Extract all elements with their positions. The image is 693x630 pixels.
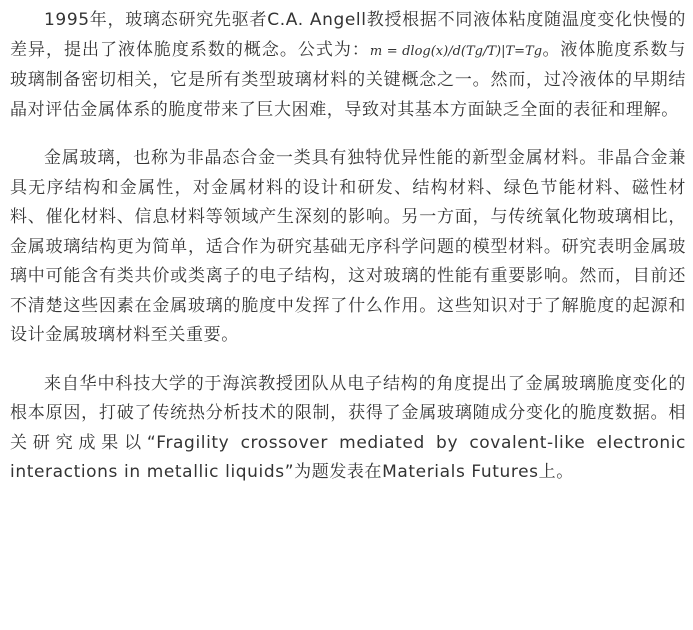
paragraph-fragility-concept <box>10 6 686 125</box>
paragraph-intro-text: 1995年，玻璃态研究先驱者C.A. Angell教授根据不同液体粘度随温度变化快慢的差异，提出了液体脆度系数的概念。公式为： <box>10 10 686 60</box>
article-body <box>10 6 686 488</box>
fragility-formula: m = dlog(x)/d(Tg/T)|T=Tg <box>369 43 543 59</box>
paragraph-rest-text: 。液体脆度系数与玻璃制备密切相关，它是所有类型玻璃材料的关键概念之一。然而，过冷液体的早期结晶对评估金属体系的脆度带来了巨大困难，导致对其基本方面缺乏全面的表征和理解。 <box>10 39 686 120</box>
paragraph-metallic-glass: 金属玻璃，也称为非晶态合金一类具有独特优异性能的新型金属材料。非晶合金兼具无序结构和金属性，对金属材料的设计和研发、结构材料、绿色节能材料、磁性材料、催化材料、信息材料等领域产生深刻的影响。另一方面，与传统氧化物玻璃相比，金属玻璃结构更为简单，适合作为研究基础无序科学问题的模型材料。研究表明金属玻璃中可能含有类共价或类离子的电子结构，这对玻璃的性能有重要影响。然而，目前还不清楚这些因素在金属玻璃的脆度中发挥了什么作用。这些知识对于了解脆度的起源和设计金属玻璃材料至关重要。 <box>10 148 686 345</box>
paragraph-research-result: 来自华中科技大学的于海滨教授团队从电子结构的角度提出了金属玻璃脆度变化的根本原因，打破了传统热分析技术的限制，获得了金属玻璃随成分变化的脆度数据。相关研究成果以“Fragility crossover mediated by covalent-like electronic interactions in metallic liquids”为题发表在Materials Futures上。 <box>10 373 686 482</box>
